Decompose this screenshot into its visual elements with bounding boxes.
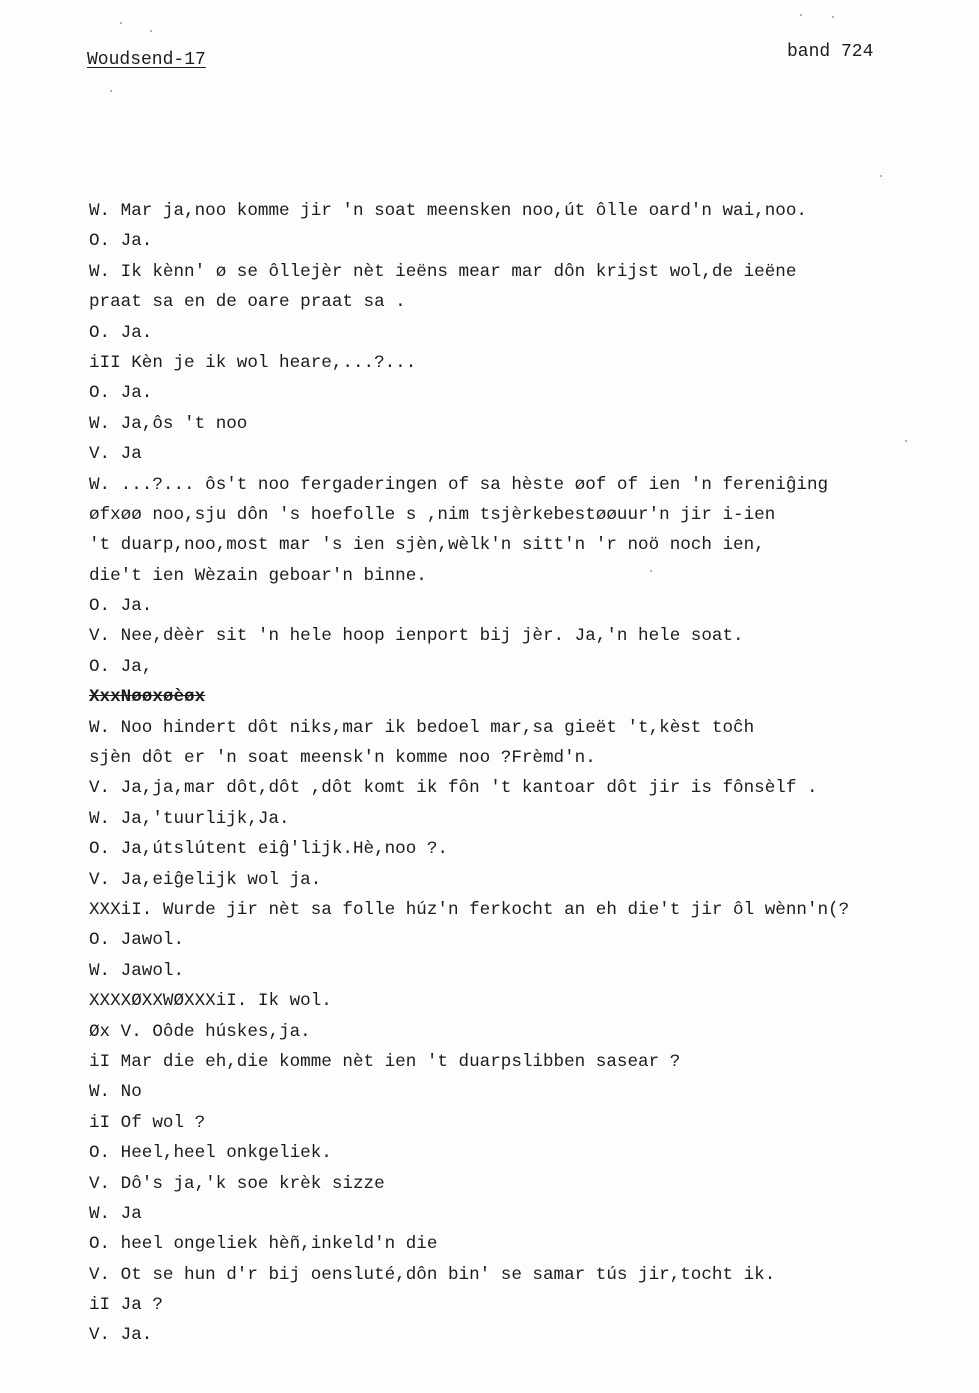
- paper-speck: [150, 30, 152, 32]
- transcript-line: XXXiI. Wurde jir nèt sa folle húz'n ferkocht an eh die't jir ôl wènn'n(?: [89, 899, 850, 920]
- transcript-line: W. Ja: [89, 1203, 142, 1224]
- transcript-line: iII Kèn je ik wol heare,...?...: [89, 352, 417, 373]
- paper-speck: [800, 14, 802, 16]
- transcript-line: XXXXØXXWØXXXiI. Ik wol.: [89, 991, 332, 1012]
- paper-speck: [880, 175, 882, 177]
- transcript-line: W. ...?... ôs't noo fergaderingen of sa hèste øof of ien 'n fereniĝing: [89, 474, 829, 495]
- transcript-line: W. Mar ja,noo komme jir 'n soat meensken noo,út ôlle oard'n wai,noo.: [89, 201, 807, 221]
- document-id: Woudsend-17: [87, 50, 206, 70]
- transcript-line: V. Ja.: [89, 1325, 153, 1346]
- transcript-line: W. Ja,'tuurlijk,Ja.: [89, 808, 290, 829]
- transcript-line: 't duarp,noo,most mar 's ien sjèn,wèlk'n sitt'n 'r noö noch ien,: [89, 535, 765, 556]
- transcript-line: sjèn dôt er 'n soat meensk'n komme noo ?Frèmd'n.: [89, 748, 596, 769]
- paper-speck: [110, 90, 112, 92]
- transcript-line: V. Ot se hun d'r bij oensluté,dôn bin' se samar tús jir,tocht ik.: [89, 1264, 776, 1285]
- transcript: [89, 196, 979, 1351]
- transcript-line: V. Ja,eiĝelijk wol ja.: [89, 869, 322, 890]
- transcript-line: V. Ja,ja,mar dôt,dôt ,dôt komt ik fôn 't kantoar dôt jir is fônsèlf .: [89, 778, 818, 799]
- transcript-line: O. heel ongeliek hèñ,inkeld'n die: [89, 1234, 438, 1255]
- transcript-line: W. No: [89, 1082, 142, 1103]
- transcript-line: Øx V. Oôde húskes,ja.: [89, 1021, 311, 1042]
- transcript-line: O. Ja,útslútent eiĝ'lijk.Hè,noo ?.: [89, 839, 448, 860]
- transcript-line: praat sa en de oare praat sa .: [89, 292, 406, 313]
- transcript-line: W. Jawol.: [89, 960, 185, 981]
- transcript-line: iI Of wol ?: [89, 1112, 206, 1133]
- struck-out-line: XxxNøøxøèøx: [89, 687, 206, 708]
- transcript-line: O. Heel,heel onkgeliek.: [89, 1143, 332, 1164]
- transcript-line: iI Mar die eh,die komme nèt ien 't duarpslibben sasear ?: [89, 1051, 681, 1072]
- transcript-line: O. Ja.: [89, 322, 153, 343]
- transcript-line: iI Ja ?: [89, 1295, 163, 1316]
- transcript-line: O. Ja,: [89, 656, 153, 677]
- paper-speck: [832, 16, 834, 18]
- transcript-line: O. Ja.: [89, 231, 153, 252]
- transcript-line: W. Ja,ôs 't noo: [89, 413, 248, 434]
- tape-number: band 724: [787, 42, 874, 62]
- transcript-line: O. Jawol.: [89, 930, 185, 951]
- transcript-line: V. Nee,dèèr sit 'n hele hoop ienport bij jèr. Ja,'n hele soat.: [89, 626, 744, 647]
- transcript-line: W. Noo hindert dôt niks,mar ik bedoel mar,sa gieët 't,kèst toĉh: [89, 717, 755, 738]
- transcript-line: die't ien Wèzain geboar'n binne.: [89, 565, 427, 586]
- transcript-line: O. Ja.: [89, 383, 153, 404]
- transcript-line: V. Ja: [89, 444, 142, 465]
- transcript-line: O. Ja.: [89, 596, 153, 617]
- transcript-line: øfxøø noo,sju dôn 's hoefolle s ,nim tsjèrkebestøøuur'n jir i-ien: [89, 504, 776, 525]
- transcript-line: V. Dô's ja,'k soe krèk sizze: [89, 1173, 385, 1194]
- paper-speck: [120, 22, 122, 24]
- transcript-line: W. Ik kènn' ø se ôllejèr nèt ieëns mear mar dôn krijst wol,de ieëne: [89, 261, 797, 282]
